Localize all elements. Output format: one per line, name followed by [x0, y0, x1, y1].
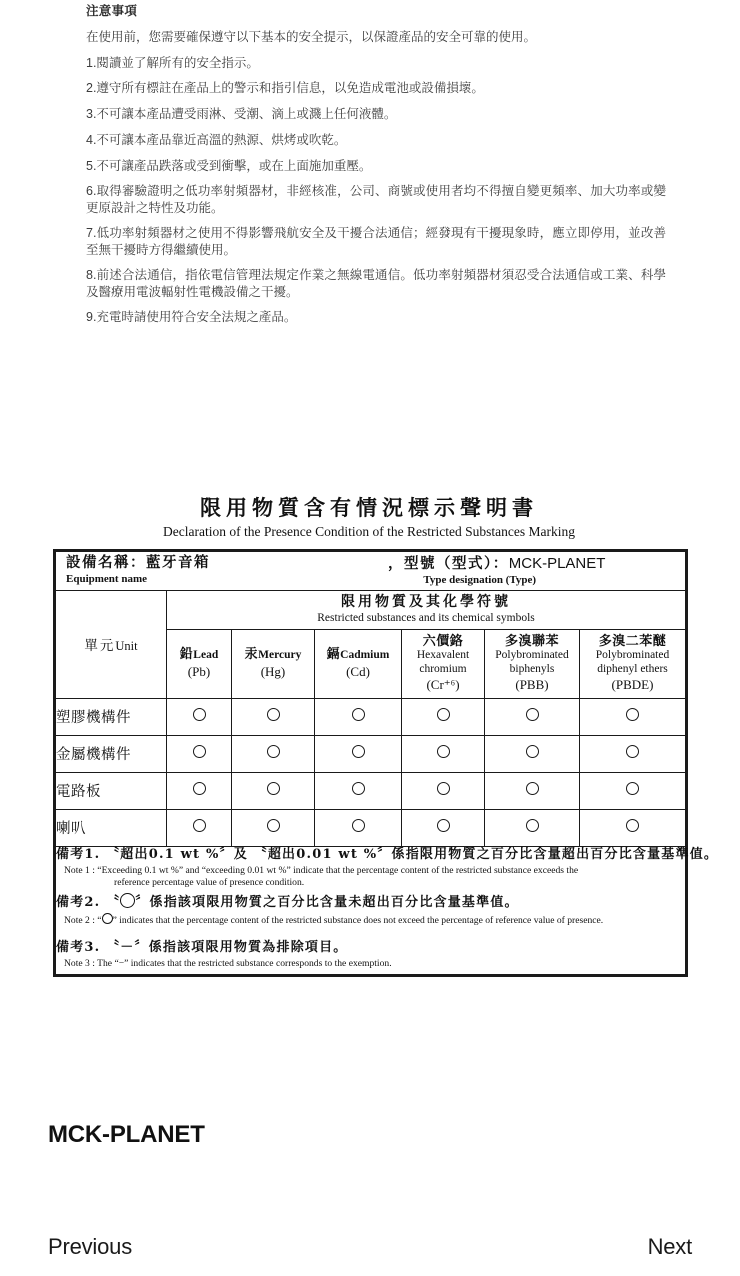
mark-cell — [167, 809, 232, 846]
safety-notice-item: 2.遵守所有標註在產品上的警示和指引信息，以免造成電池或設備損壞。 — [86, 81, 484, 96]
mark-cell — [167, 698, 232, 735]
substance-en: Hexavalent chromium — [416, 649, 470, 675]
mark-cell — [485, 809, 580, 846]
mark-cell — [402, 809, 485, 846]
substance-en-inline: Cadmium — [340, 649, 390, 662]
equipment-row — [55, 551, 687, 590]
note-2-en-prefix: Note 2 : “ — [64, 914, 102, 926]
substance-header-hexavalent-chromium — [402, 629, 485, 698]
circle-icon — [437, 708, 450, 721]
substance-symbol: (Cr⁺⁶) — [426, 677, 460, 693]
note-2-zh-prefix: 備考2. 〝 — [56, 894, 121, 910]
notes-row — [55, 846, 687, 976]
mark-cell — [167, 735, 232, 772]
equipment-name-label-zh: 設備名稱： — [66, 554, 146, 572]
substance-symbol: (PBDE) — [611, 677, 654, 693]
circle-icon — [526, 819, 539, 832]
note-1 — [56, 846, 719, 889]
circle-icon — [193, 819, 206, 832]
circle-icon — [626, 782, 639, 795]
unit-header-en: Unit — [115, 639, 138, 654]
row-label: 塑膠機構件 — [55, 698, 167, 735]
circle-icon — [102, 913, 113, 924]
row-label: 電路板 — [55, 772, 167, 809]
substance-header-pbde — [580, 629, 687, 698]
substance-symbol: (Hg) — [260, 664, 286, 680]
mark-cell — [485, 772, 580, 809]
note-2-en — [56, 913, 685, 927]
safety-notice-item: 7.低功率射頻器材之使用不得影響飛航安全及干擾合法通信；經發現有干擾現象時，應立即停用，並改善至無干擾時方得繼續使用。 — [86, 226, 666, 257]
circle-icon — [437, 819, 450, 832]
circle-icon — [193, 782, 206, 795]
mark-cell — [232, 698, 315, 735]
circle-icon — [267, 819, 280, 832]
circle-icon — [626, 745, 639, 758]
declaration-title-en: Declaration of the Presence Condition of the Restricted Substances Marking — [162, 524, 575, 540]
rohs-table — [53, 549, 719, 977]
circle-icon — [626, 819, 639, 832]
circle-icon — [526, 745, 539, 758]
safety-notice-item: 3.不可讓本產品遭受雨淋、受潮、滴上或濺上任何液體。 — [86, 107, 397, 122]
circle-icon — [267, 782, 280, 795]
mark-cell — [580, 809, 687, 846]
unit-header-cell — [55, 590, 167, 698]
mark-cell — [315, 735, 402, 772]
substance-en-inline: Mercury — [258, 649, 302, 662]
unit-header-text — [56, 634, 166, 654]
type-designation-label-zh: ，型號（型式）： — [388, 555, 509, 573]
note-3-en: Note 3 : The “−” indicates that the restricted substance corresponds to the exemption. — [64, 958, 392, 970]
note-2-zh-suffix: 〞係指該項限用物質之百分比含量未超出百分比含量基準值。 — [135, 894, 519, 910]
substance-zh: 汞 — [244, 647, 259, 663]
safety-notice-lead: 在使用前，您需要確保遵守以下基本的安全提示，以保證產品的安全可靠的使用。 — [86, 29, 537, 44]
mark-cell — [315, 698, 402, 735]
equipment-name-zh — [66, 555, 366, 572]
safety-notice-item: 1.閱讀並了解所有的安全指示。 — [86, 55, 259, 70]
safety-notice-item: 6.取得審驗證明之低功率射頻器材，非經核准，公司、商號或使用者均不得擅自變更頻率、加大功率或變更原設計之特性及功能。 — [86, 184, 666, 215]
circle-icon — [352, 745, 365, 758]
circle-icon — [267, 708, 280, 721]
substance-zh: 多溴二苯醚 — [598, 633, 667, 649]
product-title: MCK-PLANET — [48, 1121, 205, 1148]
circle-icon — [193, 745, 206, 758]
substance-header-pbb — [485, 629, 580, 698]
mark-cell — [315, 809, 402, 846]
safety-notice-list — [86, 55, 666, 326]
unit-header-zh: 單元 — [84, 638, 116, 655]
circle-icon — [626, 708, 639, 721]
table-row — [55, 735, 687, 772]
substance-zh: 鎘 — [326, 647, 341, 663]
substance-zh: 多溴聯苯 — [504, 633, 559, 649]
mark-cell — [232, 809, 315, 846]
table-row — [55, 772, 687, 809]
substance-symbol: (Pb) — [187, 664, 211, 680]
note-2-zh — [56, 893, 685, 912]
mark-cell — [167, 772, 232, 809]
equipment-cell — [55, 551, 687, 590]
circle-icon — [352, 708, 365, 721]
circle-icon — [526, 782, 539, 795]
substance-zh: 鉛 — [179, 647, 194, 663]
table-row — [55, 809, 687, 846]
restricted-substances-header-cell — [167, 590, 687, 629]
restricted-substances-header-zh: 限用物質及其化學符號 — [341, 594, 511, 611]
mark-cell — [580, 772, 687, 809]
safety-notice-item: 5.不可讓產品跌落或受到衝擊，或在上面施加重壓。 — [86, 158, 372, 173]
mark-cell — [402, 698, 485, 735]
note-1-en — [56, 865, 685, 889]
substance-zh: 六價鉻 — [422, 633, 464, 649]
equipment-name-label-en: Equipment name — [66, 573, 147, 586]
declaration-title-zh: 限用物質含有情況標示聲明書 — [200, 495, 538, 520]
circle-icon — [352, 819, 365, 832]
safety-notice-title: 注意事項 — [86, 4, 138, 18]
mark-cell — [580, 735, 687, 772]
substance-header-lead — [167, 629, 232, 698]
mark-cell — [315, 772, 402, 809]
table-row — [55, 698, 687, 735]
circle-icon — [193, 708, 206, 721]
mark-cell — [580, 698, 687, 735]
circle-icon — [352, 782, 365, 795]
equipment-name-value-zh: 藍牙音箱 — [146, 554, 210, 572]
substance-en: Polybrominated biphenyls — [495, 649, 569, 675]
next-link[interactable]: Next — [647, 1234, 692, 1259]
note-3 — [56, 940, 685, 970]
row-label: 喇叭 — [55, 809, 167, 846]
circle-icon — [267, 745, 280, 758]
previous-link[interactable]: Previous — [48, 1234, 132, 1259]
mark-cell — [402, 772, 485, 809]
type-designation-value: MCK-PLANET — [508, 555, 606, 573]
pagination-nav — [0, 1234, 740, 1260]
safety-notice-section — [86, 4, 666, 335]
substance-header-cadmium — [315, 629, 402, 698]
substance-en: Polybrominated diphenyl ethers — [595, 649, 670, 675]
notes-cell — [55, 846, 719, 976]
substance-symbol: (PBB) — [515, 677, 549, 693]
safety-notice-item: 9.充電時請使用符合安全法規之產品。 — [86, 310, 297, 325]
note-1-en-line2: reference percentage value of presence condition. — [114, 876, 305, 888]
note-1-en-line1: Note 1 : “Exceeding 0.1 wt %” and “exceeding 0.01 wt %” indicate that the percentage content of the restricted substance exceeds the — [64, 864, 579, 876]
note-2-en-suffix: ” indicates that the percentage content of the restricted substance does not exceed the percentage of reference value of presence. — [112, 914, 604, 926]
mark-cell — [485, 698, 580, 735]
note-3-zh: 備考3. 〝－〞係指該項限用物質為排除項目。 — [56, 940, 348, 956]
restricted-substances-header-en: Restricted substances and its chemical symbols — [317, 611, 535, 624]
mark-cell — [402, 735, 485, 772]
mark-cell — [232, 735, 315, 772]
circle-icon — [437, 745, 450, 758]
type-designation-label-en: Type designation (Type) — [423, 574, 537, 587]
circle-icon — [437, 782, 450, 795]
mark-cell — [485, 735, 580, 772]
substance-header-mercury — [232, 629, 315, 698]
type-designation-zh — [388, 555, 605, 573]
circle-icon — [526, 708, 539, 721]
substance-symbol: (Cd) — [346, 664, 370, 680]
safety-notice-item: 8.前述合法通信，指依電信管理法規定作業之無線電通信。低功率射頻器材須忍受合法通信或工業、科學及醫療用電波輻射性電機設備之干擾。 — [86, 268, 666, 299]
group-header-row — [55, 590, 687, 629]
mark-cell — [232, 772, 315, 809]
note-2 — [56, 893, 685, 927]
rohs-declaration-section — [53, 495, 719, 977]
circle-icon — [120, 893, 135, 908]
safety-notice-item: 4.不可讓本產品靠近高溫的熱源、烘烤或吹乾。 — [86, 132, 347, 147]
substance-en-inline: Lead — [193, 649, 219, 662]
note-1-zh: 備考1. 〝超出0.1 wt %〞及 〝超出0.01 wt %〞係指限用物質之百分比含量超出百分比含量基準值。 — [56, 846, 719, 862]
row-label: 金屬機構件 — [55, 735, 167, 772]
